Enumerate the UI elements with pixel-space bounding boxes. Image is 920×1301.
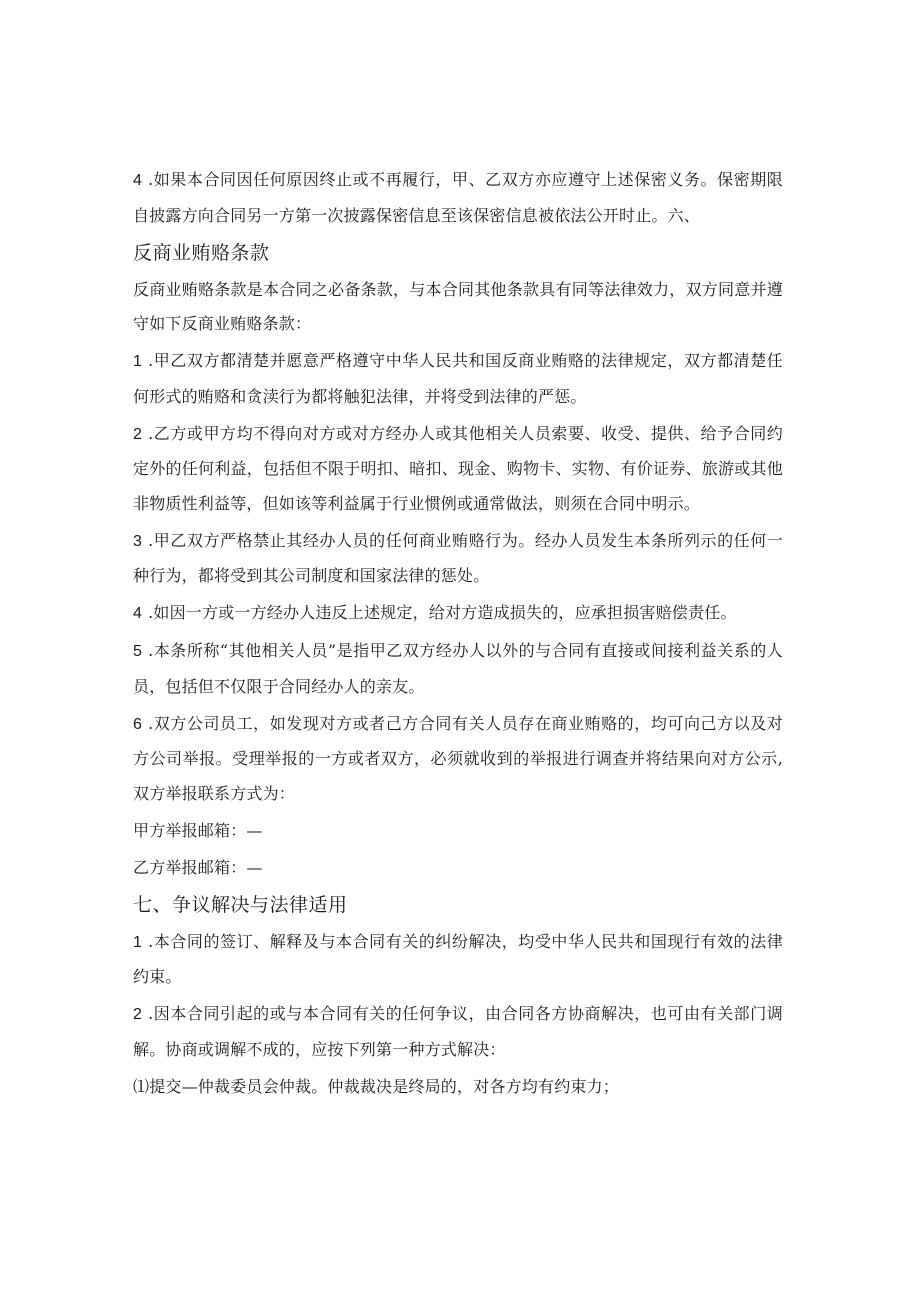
clause-text: .如因一方或一方经办人违反上述规定，给对方造成损失的，应承担损害赔偿责任。 bbox=[148, 603, 737, 622]
clause-number: 5 bbox=[133, 643, 143, 660]
clause-number: 3 bbox=[133, 532, 143, 550]
anti-bribery-intro: 反商业贿赂条款是本合同之必备条款，与本合同其他条款具有同等法律效力，双方同意并遵守如下反商业贿赂条款： bbox=[133, 279, 783, 333]
clause-text: .因本合同引起的或与本合同有关的任何争议，由合同各方协商解决，也可由有关部门调解。协商或调解不成的，应按下列第一种方式解决： bbox=[133, 1004, 783, 1059]
section-heading-anti-bribery: 反商业贿赂条款 bbox=[133, 241, 270, 264]
clause-number: 4 bbox=[133, 172, 143, 189]
clause-text: .甲乙双方严格禁止其经办人员的任何商业贿赂行为。经办人员发生本条所列示的任何一种行为，都将受到其公司制度和国家法律的惩处。 bbox=[133, 530, 783, 585]
anti-bribery-clause-2 bbox=[133, 417, 783, 522]
anti-bribery-clause-5 bbox=[133, 634, 783, 704]
dispute-option-1: ⑴提交—仲裁委员会仲裁。仲裁裁决是终局的，对各方均有约束力； bbox=[133, 1076, 620, 1096]
dispute-clause-2 bbox=[133, 997, 783, 1067]
clause-text: .甲乙双方都清楚并愿意严格遵守中华人民共和国反商业贿赂的法律规定，双方都清楚任何形式的贿赂和贪渎行为都将触犯法律，并将受到法律的严惩。 bbox=[133, 351, 783, 406]
clause-number: 1 bbox=[133, 933, 143, 951]
anti-bribery-clause-3 bbox=[133, 524, 783, 594]
anti-bribery-clause-1 bbox=[133, 344, 783, 414]
dispute-clause-1 bbox=[133, 925, 783, 995]
clause-number: 4 bbox=[133, 605, 143, 622]
clause-number: 2 bbox=[133, 425, 143, 443]
clause-text: .双方公司员工，如发现对方或者己方合同有关人员存在商业贿赂的，均可向己方以及对方公司举报。受理举报的一方或者双方，必须就收到的举报进行调查并将结果向对方公示,双方举报联系方式为： bbox=[133, 713, 783, 803]
anti-bribery-clause-6 bbox=[133, 707, 783, 812]
clause-text: .乙方或甲方均不得向对方或对方经办人或其他相关人员索要、收受、提供、给予合同约定外的任何利益，包括但不限于明扣、暗扣、现金、购物卡、实物、有价证券、旅游或其他非物质性利益等，但如该等利益属于行业惯例或通常做法，则须在合同中明示。 bbox=[133, 423, 783, 513]
section-heading-dispute-resolution: 七、争议解决与法律适用 bbox=[133, 893, 348, 916]
clause-number: 6 bbox=[133, 715, 143, 733]
clause-number: 2 bbox=[133, 1006, 143, 1023]
document-body bbox=[133, 163, 783, 1107]
clause-text: .本合同的签订、解释及与本合同有关的纠纷解决，均受中华人民共和国现行有效的法律约束。 bbox=[133, 931, 783, 986]
party-b-report-email: 乙方举报邮箱：— bbox=[133, 857, 263, 877]
clause-confidentiality-4 bbox=[133, 163, 783, 233]
clause-text: .如果本合同因任何原因终止或不再履行，甲、乙双方亦应遵守上述保密义务。保密期限自披露方向合同另一方第一次披露保密信息至该保密信息被依法公开时止。六、 bbox=[133, 170, 783, 225]
anti-bribery-clause-4 bbox=[133, 596, 783, 632]
clause-number: 1 bbox=[133, 353, 143, 370]
clause-text: .本条所称“其他相关人员”是指甲乙双方经办人以外的与合同有直接或间接利益关系的人员，包括但不仅限于合同经办人的亲友。 bbox=[133, 641, 783, 696]
party-a-report-email: 甲方举报邮箱：— bbox=[133, 820, 263, 840]
